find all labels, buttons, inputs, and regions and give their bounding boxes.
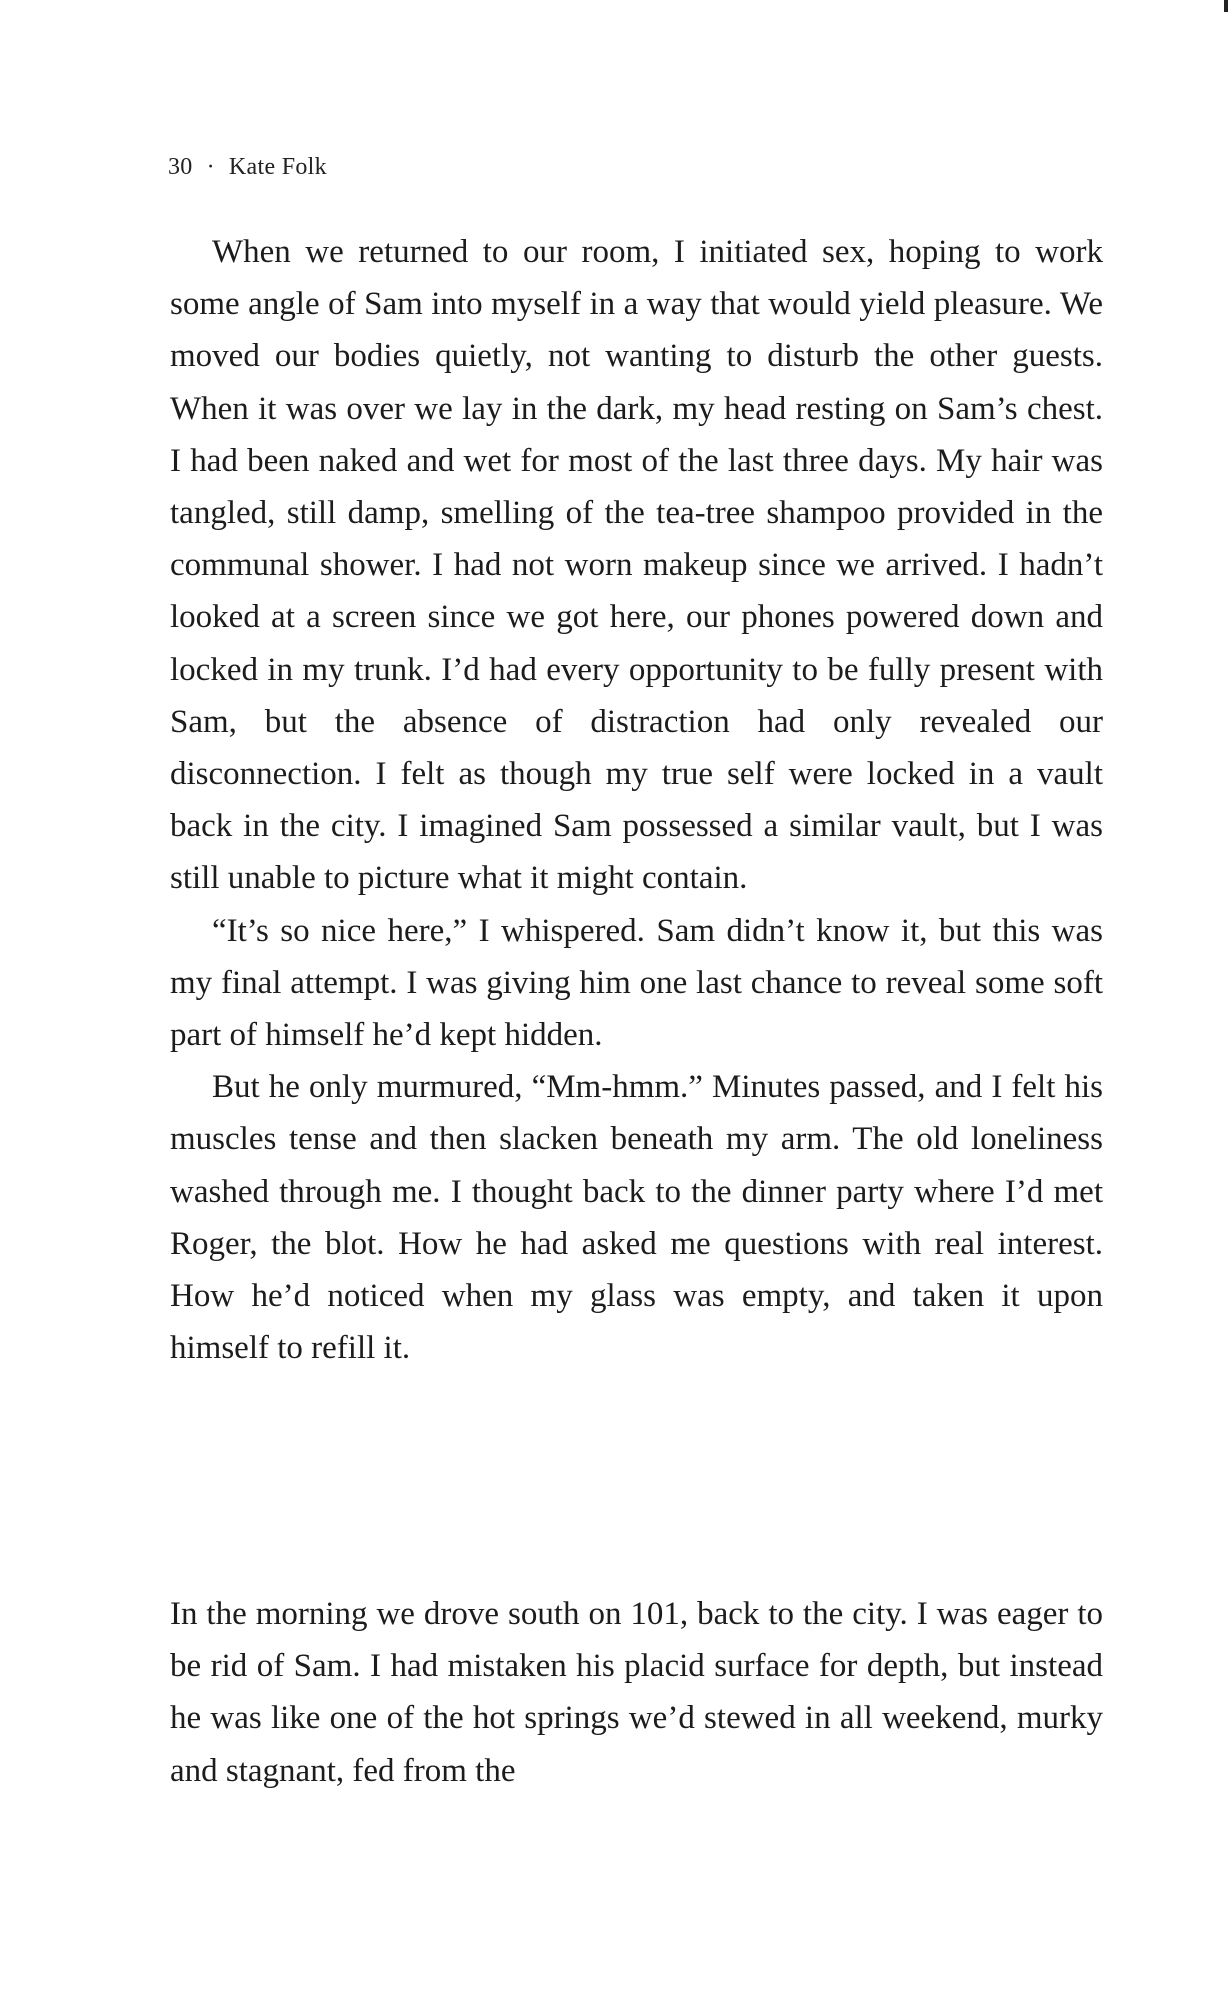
author-name: Kate Folk bbox=[228, 154, 327, 180]
section-one bbox=[170, 226, 1103, 1374]
header-separator: · bbox=[206, 154, 215, 180]
scan-edge-mark bbox=[1224, 0, 1228, 12]
paragraph: In the morning we drove south on 101, back to the city. I was eager to be rid of Sam. I had mistaken his placid surface for depth, but instead he was like one of the hot springs we’d stewed in all weekend, murky and stagnant, fed from the bbox=[170, 1596, 1103, 1789]
page-number: 30 bbox=[168, 154, 193, 180]
section-two bbox=[170, 1588, 1103, 1797]
paragraph: “It’s so nice here,” I whispered. Sam didn’t know it, but this was my final attempt. I was giving him one last chance to reveal some soft part of himself he’d kept hidden. bbox=[170, 912, 1103, 1054]
paragraph: But he only murmured, “Mm-hmm.” Minutes passed, and I felt his muscles tense and then slacken beneath my arm. The old loneliness washed through me. I thought back to the dinner party where I’d met Roger, the blot. How he had asked me questions with real interest. How he’d noticed when my glass was empty, and taken it upon himself to refill it. bbox=[170, 1069, 1103, 1367]
paragraph: When we returned to our room, I initiated sex, hoping to work some angle of Sam into myself in a way that would yield pleasure. We moved our bodies quietly, not wanting to disturb the other guests. When it was over we lay in the dark, my head resting on Sam’s chest. I had been naked and wet for most of the last three days. My hair was tangled, still damp, smelling of the tea-tree shampoo provided in the communal shower. I had not worn makeup since we arrived. I hadn’t looked at a screen since we got here, our phones powered down and locked in my trunk. I’d had every opportunity to be fully present with Sam, but the absence of distraction had only revealed our disconnection. I felt as though my true self were locked in a vault back in the city. I imagined Sam possessed a similar vault, but I was still unable to picture what it might contain. bbox=[170, 234, 1103, 897]
running-head bbox=[168, 150, 327, 184]
